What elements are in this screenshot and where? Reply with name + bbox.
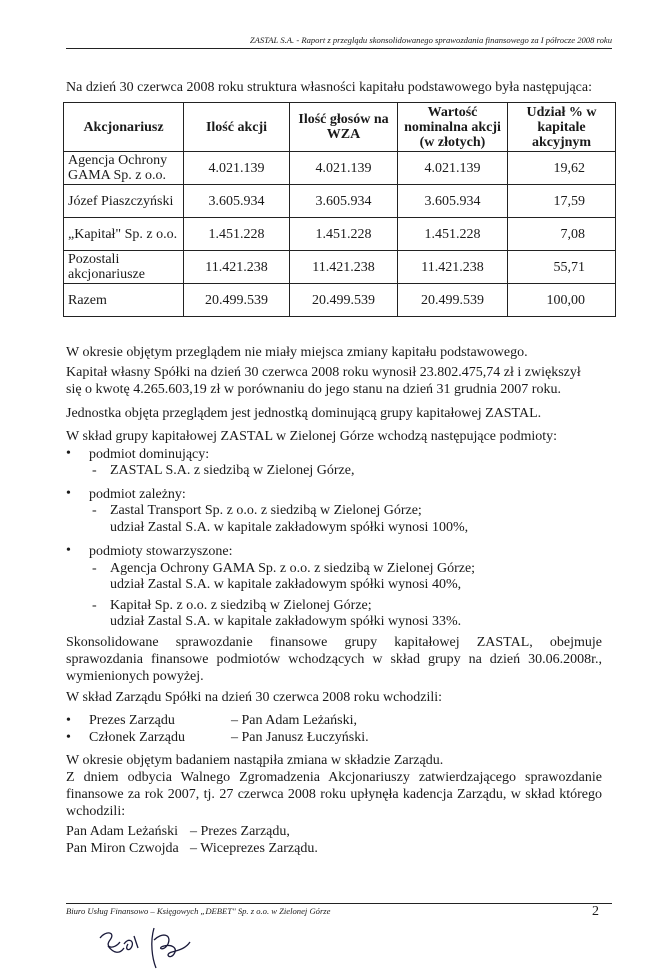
cell-pct: 19,62 <box>508 152 616 185</box>
group-associated-item1-line2: udział Zastal S.A. w kapitale zakładowym spółki wynosi 40%, <box>110 577 462 592</box>
handwritten-signatures <box>94 918 204 974</box>
cell-shares: 1.451.228 <box>184 218 290 251</box>
board-change-line2: Z dniem odbycia Walnego Zgromadzenia Akcjonariuszy zatwierdzającego sprawozdanie <box>66 770 602 785</box>
board-intro: W skład Zarządu Spółki na dzień 30 czerwca 2008 roku wchodzili: <box>66 690 443 705</box>
group-associated-item2-line1: Kapitał Sp. z o.o. z siedzibą w Zielonej Górze; <box>110 598 372 613</box>
paragraph-equity-line2: się o kwotę 4.265.603,19 zł w porównaniu do jego stanu na dzień 31 grudnia 2007 roku. <box>66 382 561 397</box>
table-row <box>64 152 616 185</box>
board-member1-name: – Pan Adam Leżański, <box>231 713 357 728</box>
table-row <box>64 185 616 218</box>
board-member2-name: – Pan Janusz Łuczyński. <box>231 730 369 745</box>
cell-nominal: 11.421.238 <box>398 251 508 284</box>
footer-rule <box>66 903 612 904</box>
group-dependent-item-line2: udział Zastal S.A. w kapitale zakładowym spółki wynosi 100%, <box>110 520 469 535</box>
page-number: 2 <box>592 904 599 919</box>
board-member1-role: Prezes Zarządu <box>89 713 175 728</box>
paragraph-group-intro: W skład grupy kapitałowej ZASTAL w Zielonej Górze wchodzą następujące podmioty: <box>66 429 558 444</box>
board-change-line3: finansowe za rok 2007, tj. 27 czerwca 2008 roku upłynęła kadencja Zarządu, w skład którego <box>66 787 602 802</box>
cell-shareholder: Pozostali akcjonariusze <box>64 251 184 284</box>
table-row <box>64 251 616 284</box>
paragraph-dominant-unit: Jednostka objęta przeglądem jest jednostką dominującą grupy kapitałowej ZASTAL. <box>66 406 542 421</box>
header-votes: Ilość głosów na WZA <box>290 103 398 152</box>
cell-votes: 20.499.539 <box>290 284 398 317</box>
group-associated-item2-line2: udział Zastal S.A. w kapitale zakładowym spółki wynosi 33%. <box>110 614 462 629</box>
cell-shareholder: Razem <box>64 284 184 317</box>
intro-sentence: Na dzień 30 czerwca 2008 roku struktura własności kapitału podstawowego była następująca: <box>66 80 592 95</box>
cell-shares: 4.021.139 <box>184 152 290 185</box>
consolidated-line3: wymienionych powyżej. <box>66 669 204 684</box>
group-associated-item-1: - Agencja Ochrony GAMA Sp. z o.o. z siedzibą w Zielonej Górze; <box>92 561 476 576</box>
group-associated-label: podmioty stowarzyszone: <box>89 544 233 559</box>
cell-nominal: 4.021.139 <box>398 152 508 185</box>
group-associated-item-2: - Kapitał Sp. z o.o. z siedzibą w Zielonej Górze; <box>92 598 372 613</box>
previous-board-name2: Pan Miron Czwojda <box>66 841 179 856</box>
group-dominant-item: - ZASTAL S.A. z siedzibą w Zielonej Górze, <box>92 463 355 478</box>
cell-votes: 4.021.139 <box>290 152 398 185</box>
previous-board-name1: Pan Adam Leżański <box>66 824 178 839</box>
running-header: ZASTAL S.A. - Raport z przeglądu skonsolidowanego sprawozdania finansowego za I półrocze 2008 roku <box>249 35 612 45</box>
consolidated-line2: sprawozdania finansowe podmiotów wchodzących w skład grupy na dzień 30.06.2008r., <box>66 652 602 667</box>
cell-shares: 3.605.934 <box>184 185 290 218</box>
previous-board-role2: – Wiceprezes Zarządu. <box>190 841 318 856</box>
board-change-line1: W okresie objętym badaniem nastąpiła zmiana w składzie Zarządu. <box>66 753 444 768</box>
consolidated-line1: Skonsolidowane sprawozdanie finansowe grupy kapitałowej ZASTAL, obejmuje <box>66 635 602 650</box>
paragraph-capital-unchanged: W okresie objętym przeglądem nie miały miejsca zmiany kapitału podstawowego. <box>66 345 528 360</box>
header-nominal: Wartość nominalna akcji (w złotych) <box>398 103 508 152</box>
cell-pct: 100,00 <box>508 284 616 317</box>
bullet-icon: • <box>66 486 71 501</box>
group-dependent-label: podmiot zależny: <box>89 487 186 502</box>
cell-shareholder: „Kapitał" Sp. z o.o. <box>64 218 184 251</box>
ownership-table <box>63 102 616 317</box>
cell-shares: 20.499.539 <box>184 284 290 317</box>
cell-nominal: 20.499.539 <box>398 284 508 317</box>
group-associated-item1-line1: Agencja Ochrony GAMA Sp. z o.o. z siedzibą w Zielonej Górze; <box>110 561 476 576</box>
bullet-icon: • <box>66 543 71 558</box>
cell-pct: 7,08 <box>508 218 616 251</box>
header-shares: Ilość akcji <box>184 103 290 152</box>
cell-pct: 17,59 <box>508 185 616 218</box>
group-dependent-item: - Zastal Transport Sp. z o.o. z siedzibą w Zielonej Górze; <box>92 503 422 518</box>
board-member2-role: Członek Zarządu <box>89 730 186 745</box>
header-rule <box>66 48 612 49</box>
cell-nominal: 1.451.228 <box>398 218 508 251</box>
cell-pct: 55,71 <box>508 251 616 284</box>
table-row <box>64 218 616 251</box>
table-header-row <box>64 103 616 152</box>
cell-votes: 3.605.934 <box>290 185 398 218</box>
group-dependent-item-line1: Zastal Transport Sp. z o.o. z siedzibą w Zielonej Górze; <box>110 503 422 518</box>
cell-shares: 11.421.238 <box>184 251 290 284</box>
previous-board-role1: – Prezes Zarządu, <box>190 824 290 839</box>
bullet-icon: • <box>66 446 71 461</box>
footer-office: Biuro Usług Finansowo – Księgowych „DEBET" Sp. z o.o. w Zielonej Górze <box>66 906 331 916</box>
table-row-total <box>64 284 616 317</box>
cell-votes: 11.421.238 <box>290 251 398 284</box>
cell-nominal: 3.605.934 <box>398 185 508 218</box>
paragraph-equity-line1: Kapitał własny Spółki na dzień 30 czerwca 2008 roku wynosił 23.802.475,74 zł i zwiększył <box>66 365 581 380</box>
cell-shareholder: Agencja Ochrony GAMA Sp. z o.o. <box>64 152 184 185</box>
group-dominant-item-text: ZASTAL S.A. z siedzibą w Zielonej Górze, <box>110 463 355 478</box>
cell-shareholder: Józef Piaszczyński <box>64 185 184 218</box>
header-shareholder: Akcjonariusz <box>64 103 184 152</box>
group-dominant-label: podmiot dominujący: <box>89 447 210 462</box>
bullet-icon: • <box>66 730 71 745</box>
cell-votes: 1.451.228 <box>290 218 398 251</box>
bullet-icon: • <box>66 713 71 728</box>
board-change-line4: wchodzili: <box>66 804 126 819</box>
header-share-pct: Udział % w kapitale akcyjnym <box>508 103 616 152</box>
